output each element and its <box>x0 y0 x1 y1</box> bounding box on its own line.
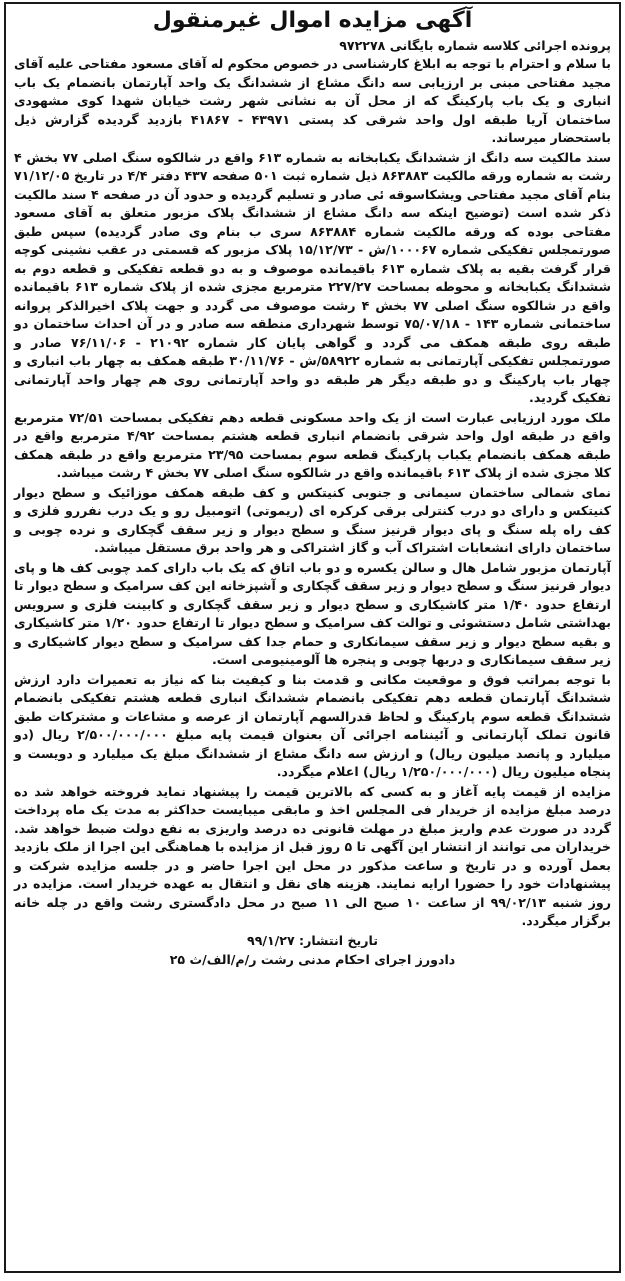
paragraph-title-deed: سند مالکیت سه دانگ از ششدانگ یکبابخانه به شماره ۶۱۳ واقع در شالکوه سنگ اصلی ۷۷ بخش ۴ رشت به شماره ورقه مالکیت ۸۶۳۸۸۳ ذیل شماره ثبت ۵۰۱ صفحه ۴۳۷ دفتر ۴/۴ در تاریخ ۷۱/۱۲/۰۵ بنام آقای مجید مفتاحی ویشکاسوقه ئی صادر و تسلیم گردیده و حدود آن در صفحه ۴ سند مالکیت ذکر شده است (توضیح اینکه سه دانگ مشاع از ششدانگ پلاک مزبور متعلق به آقای مسعود مفتاحی بوده که ورقه مالکیت شماره ۸۶۳۸۸۴ سری ب بنام وی صادر گردیده) سپس طبق صورتمجلس تفکیکی شماره ۱۰۰۰۶۷/ش - ۱۵/۱۲/۷۳ پلاک مزبور که قسمتی در عقب نشینی کوچه قرار گرفت بقیه به پلاک شماره ۶۱۳ باقیمانده موصوف و به دو قطعه تفکیکی و قطعه دوم به ششدانگ یکبابخانه و محوطه بمساحت ۲۲۷/۲۷ مترمربع مجزی شده از پلاک شماره ۶۱۳ باقیمانده واقع در شالکوه سنگ اصلی ۷۷ بخش ۴ رشت موصوف می گردد و جهت پلاک اخیرالذکر پروانه ساختمانی شماره ۱۴۳ - ۷۵/۰۷/۱۸ توسط شهرداری منطقه سه صادر و در آن احداث ساختمان دو طبقه روی طبقه همکف می گردد و گواهی پایان کار شماره ۲۱۰۹۲ - ۷۶/۱۱/۰۶ صادر و صورتمجلس تفکیکی آپارتمانی به شماره ۵۸۹۲۲/ش - ۳۰/۱۱/۷۶ طبقه همکف به چهار باب انباری و چهار باب پارکینگ و دو طبقه دیگر هر طبقه دو واحد آپارتمانی روی هم چهار واحد آپارتمانی تفکیک گردید. <box>14 149 612 405</box>
publish-date: تاریخ انتشار: ۹۹/۱/۲۷ <box>247 932 378 948</box>
paragraph-intro: با سلام و احترام با توجه به ابلاغ کارشناسی در خصوص محکوم له آقای مسعود مفتاحی علیه آقای مجید مفتاحی مبنی بر ارزیابی سه دانگ مشاع از ششدانگ یک واحد آپارتمان بانضمام یک باب انباری و یک باب پارکینگ که از محل آن به نشانی شهر رشت خیابان شهدا کوی مشهودی ساختمان آریا طبقه اول واحد شرقی کد پستی ۴۳۹۷۱ - ۴۱۸۶۷ بازدید گردیده گزارش ذیل باستحضار میرساند. <box>14 56 612 145</box>
auction-notice <box>4 2 621 1273</box>
paragraph-property: ملک مورد ارزیابی عبارت است از یک واحد مسکونی قطعه دهم تفکیکی بمساحت ۷۲/۵۱ مترمربع واقع در طبقه اول واحد شرقی بانضمام انباری قطعه هشتم بمساحت ۴/۹۲ مترمربع واقع در طبقه همکف بانضمام یکباب پارکینگ قطعه سوم بمساحت ۲۳/۹۵ مترمربع واقع در طبقه همکف کلا مجزی شده از پلاک ۶۱۳ باقیمانده واقع در شالکوه سنگ اصلی ۷۷ بخش ۴ رشت میباشد. <box>14 409 611 480</box>
paragraph-building: نمای شمالی ساختمان سیمانی و جنوبی کنیتکس و کف طبقه همکف موزائیک و سطح دیوار کنیتکس و دارای دو درب کنترلی برقی کرکره ای (ریموتی) اتومبیل رو و یک درب نفررو فلزی و کف راه پله سنگ و پای دیوار قرنیز سنگ و سطح دیوار و زیر سقف گچکاری و نرده چوبی و ساختمان دارای انشعابات اشتراک آب و گاز اشتراکی و هر واحد برق مستقل میباشد. <box>14 484 611 555</box>
notice-body <box>6 36 619 969</box>
notice-title: آگهی مزایده اموال غیرمنقول <box>152 8 473 33</box>
case-number-line: پرونده اجرائی کلاسه شماره بایگانی ۹۷۲۲۷۸ <box>339 38 611 53</box>
paragraph-valuation: با توجه بمراتب فوق و موقعیت مکانی و قدمت بنا و کیفیت بنا که نیاز به تعمیرات دارد ارزش ششدانگ آپارتمان قطعه دهم تفکیکی بانضمام ششدانگ انباری قطعه هشتم تفکیکی بانضمام ششدانگ قطعه سوم پارکینگ و لحاظ قدرالسهم آپارتمان از عرصه و مشاعات و مشترکات طبق قانون تملک آپارتمانی و آئیننامه اجرائی آن بعنوان قیمت پایه مبلغ ۲/۵۰۰/۰۰۰/۰۰۰ ریال (دو میلیارد و پانصد میلیون ریال) و ارزش سه دانگ مشاع از ششدانگ مبلغ یک میلیارد و دویست و پنجاه میلیون ریال (۱/۲۵۰/۰۰۰/۰۰۰ ریال) اعلام میگردد. <box>14 671 612 779</box>
paragraph-apartment: آپارتمان مزبور شامل هال و سالن یکسره و دو باب اتاق که یک باب دارای کمد چوبی کف ها و پای دیوار قرنیز سنگ و سطح دیوار و زیر سقف گچکاری و آشپزخانه این کف سرامیک و سطح دیوار تا ارتفاع حدود ۱/۴۰ متر کاشیکاری و سطح دیوار و زیر سقف گچکاری و کابینت فلزی و سرویس بهداشتی شامل دستشوئی و توالت کف سرامیک و سطح دیوار تا ارتفاع حدود ۱/۲۰ متر کاشیکاری و بقیه سطح دیوار و زیر سقف سیمانکاری و حمام جدا کف سرامیک و سطح دیوار کاشیکاری و زیر سقف سیمانکاری و دربها چوبی و پنجره ها آلومینیومی است. <box>14 559 612 667</box>
office-line: دادورز اجرای احکام مدنی رشت ر/م/الف/ث ۲۵ <box>169 951 456 967</box>
paragraph-auction-terms: مزایده از قیمت پایه آغاز و به کسی که بالاترین قیمت را پیشنهاد نماید فروخته خواهد شد ده درصد مبلغ مزایده از خریدار فی المجلس اخذ و مابقی میبایست حداکثر به مدت یک ماه پرداخت گردد در صورت عدم واریز مبلغ در مهلت قانونی ده درصد واریزی به نفع دولت ضبط خواهد شد. خریداران می توانند از انتشار این آگهی تا ۵ روز قبل از مزایده با هماهنگی این اجرا از ملک بازدید بعمل آورده و در تاریخ و ساعت مذکور در محل این اجرا حاضر و در جلسه مزایده شرکت و پیشنهادات خود را حضورا ارایه نمایند. هزینه های نقل و انتقال به عهده خریدار است. مزایده در روز شنبه ۹۹/۰۲/۱۳ از ساعت ۱۰ صبح الی ۱۱ صبح در محل دادگستری رشت واقع در چله خانه برگزار میگردد. <box>14 783 612 928</box>
